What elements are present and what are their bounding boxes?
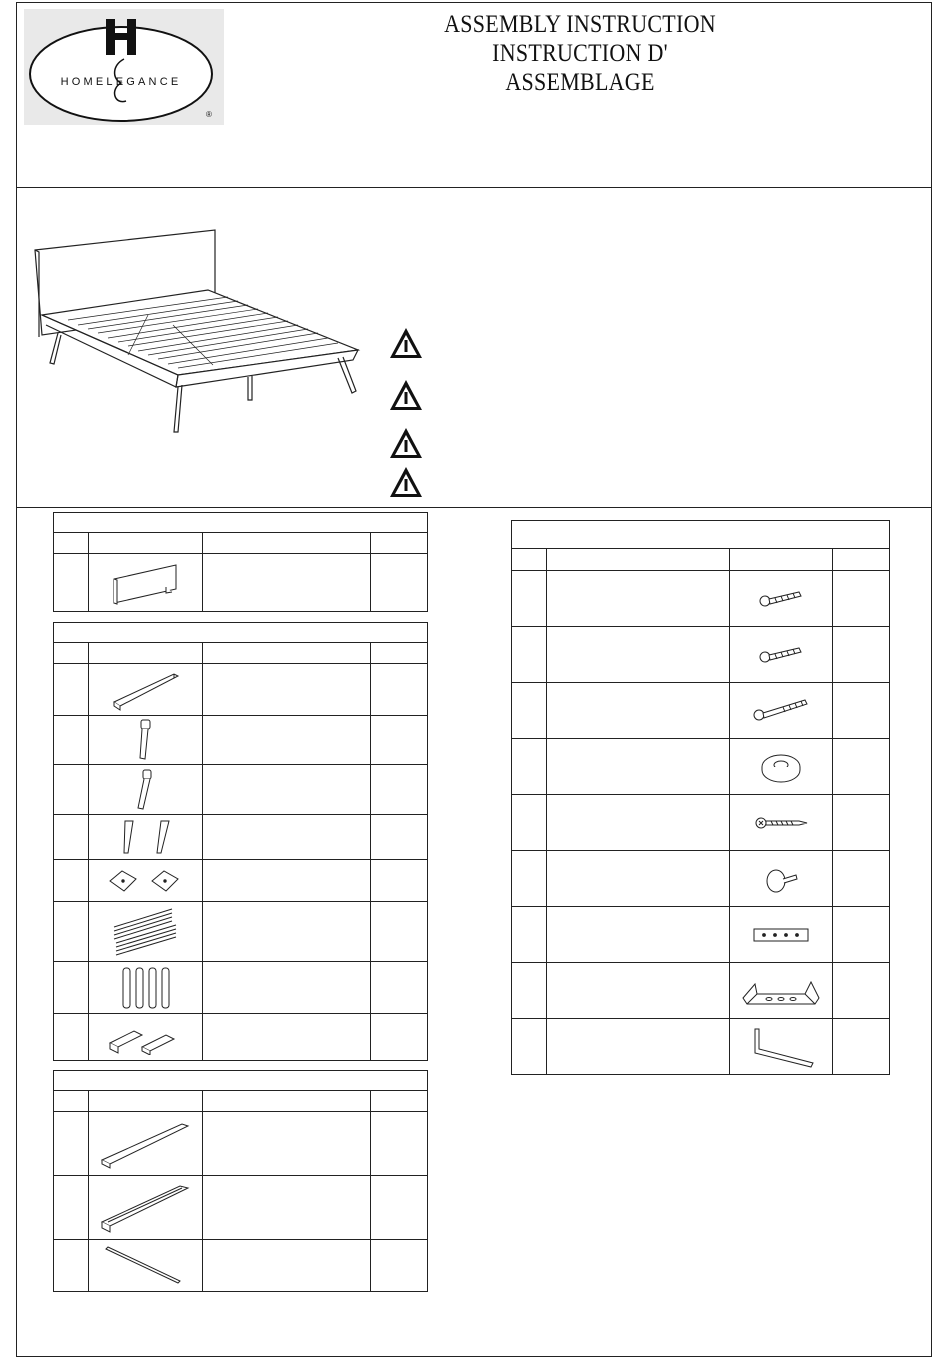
parts-table-hardware <box>511 520 890 1075</box>
table-header <box>512 521 890 549</box>
table-row <box>54 554 428 612</box>
header-divider <box>16 187 932 188</box>
parts-table-rails <box>53 1070 428 1292</box>
angle-bracket-icon <box>739 974 823 1008</box>
table-row <box>54 716 428 765</box>
headboard-panel-icon <box>110 559 182 607</box>
grooved-rail-icon <box>98 1180 194 1236</box>
bolt-icon <box>751 584 811 614</box>
center-rod-icon <box>98 1243 194 1289</box>
svg-text:®: ® <box>206 110 212 119</box>
table-row <box>54 765 428 815</box>
table-row <box>54 902 428 962</box>
bolt-icon <box>751 640 811 670</box>
table-row <box>512 1019 890 1075</box>
overview-divider <box>16 507 932 508</box>
washer-icon <box>751 750 811 784</box>
table-row <box>54 664 428 716</box>
table-row <box>512 851 890 907</box>
table-row <box>54 815 428 860</box>
table-row <box>54 1240 428 1292</box>
side-rail-icon <box>108 668 184 712</box>
short-legs-icon <box>111 817 181 857</box>
table-row <box>512 571 890 627</box>
connector-plate-icon <box>750 925 812 945</box>
table-row <box>512 739 890 795</box>
table-row <box>54 1112 428 1176</box>
platform-bed-icon <box>28 225 368 445</box>
leg-bracket-icon <box>131 718 161 762</box>
long-rail-icon <box>98 1116 194 1172</box>
slat-blocks-icon <box>106 1019 186 1055</box>
slats-icon <box>110 905 182 959</box>
brand-logo <box>24 9 224 125</box>
title-english: ASSEMBLY INSTRUCTION <box>444 11 716 38</box>
table-row <box>512 627 890 683</box>
parts-table-frame <box>53 622 428 1061</box>
table-header <box>54 1071 428 1091</box>
warning-triangle-icon <box>389 326 423 360</box>
wood-screw-icon <box>749 808 813 838</box>
table-row <box>512 795 890 851</box>
table-row <box>54 860 428 902</box>
warning-triangle-icon <box>389 426 423 460</box>
table-row <box>54 962 428 1014</box>
table-row <box>512 683 890 739</box>
allen-key-icon <box>739 1025 823 1069</box>
title-french: INSTRUCTION D' ASSEMBLAGE <box>492 40 668 96</box>
table-row <box>512 963 890 1019</box>
leg-bracket-icon <box>131 768 161 812</box>
page-title <box>422 10 739 97</box>
table-row <box>54 1176 428 1240</box>
corner-plate-icon <box>106 864 186 898</box>
long-bolt-icon <box>749 694 813 728</box>
table-header <box>54 513 428 533</box>
table-row <box>54 1014 428 1061</box>
cap-bolt-icon <box>756 861 806 897</box>
warning-triangle-icon <box>389 465 423 499</box>
brand-name: HOMELEGANCE <box>60 76 182 88</box>
dowel-posts-icon <box>113 964 179 1012</box>
table-header <box>54 623 428 643</box>
table-row <box>512 907 890 963</box>
parts-table-headboard <box>53 512 428 612</box>
warning-triangle-icon <box>389 378 423 412</box>
